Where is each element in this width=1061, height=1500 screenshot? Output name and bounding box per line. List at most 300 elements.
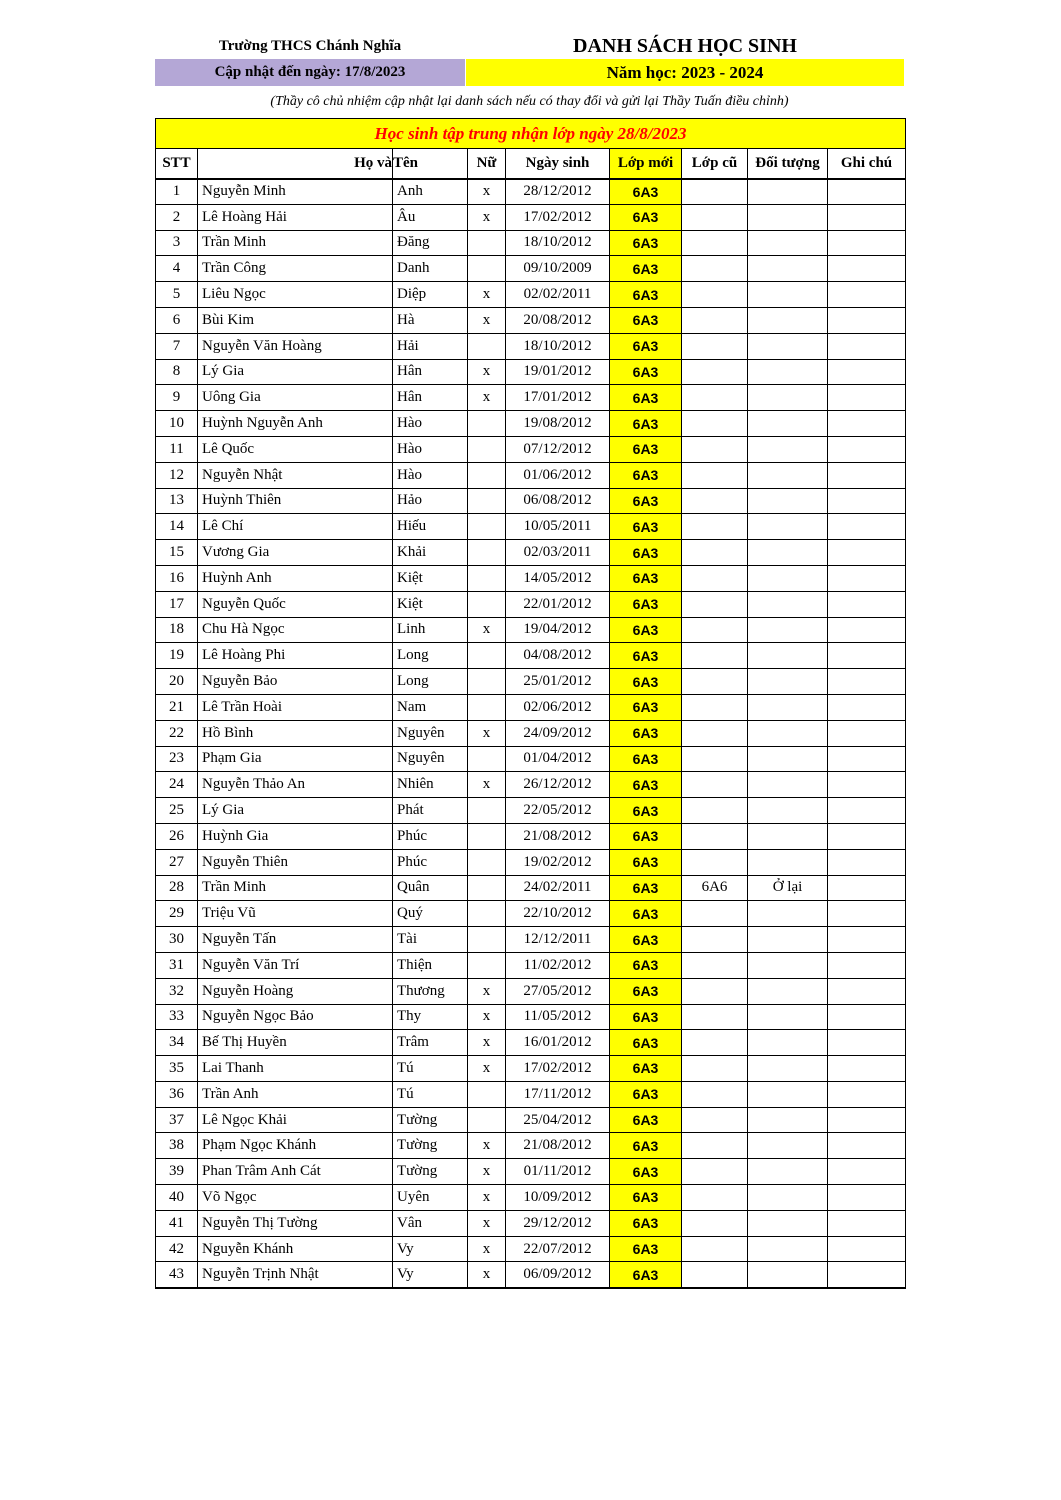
notes-cell (828, 591, 906, 617)
dob-cell: 18/10/2012 (506, 333, 610, 359)
first-name-cell: Kiệt (393, 565, 468, 591)
dob-cell: 17/11/2012 (506, 1081, 610, 1107)
old-class-cell (682, 669, 748, 695)
category-cell (748, 179, 828, 205)
old-class-cell (682, 952, 748, 978)
first-name-cell: Phát (393, 798, 468, 824)
dob-cell: 10/09/2012 (506, 1185, 610, 1211)
first-name-cell: Tường (393, 1159, 468, 1185)
dob-cell: 18/10/2012 (506, 230, 610, 256)
dob-cell: 12/12/2011 (506, 927, 610, 953)
category-cell (748, 952, 828, 978)
new-class-cell: 6A3 (610, 591, 682, 617)
new-class-cell: 6A3 (610, 823, 682, 849)
dob-cell: 02/06/2012 (506, 694, 610, 720)
stt-cell: 22 (156, 720, 198, 746)
notes-cell (828, 488, 906, 514)
table-row (156, 179, 906, 205)
stt-cell: 19 (156, 643, 198, 669)
notes-cell (828, 875, 906, 901)
notes-cell (828, 385, 906, 411)
new-class-cell: 6A3 (610, 488, 682, 514)
new-class-cell: 6A3 (610, 385, 682, 411)
category-cell (748, 1056, 828, 1082)
table-row (156, 230, 906, 256)
last-name-cell: Chu Hà Ngọc (198, 617, 393, 643)
stt-cell: 11 (156, 436, 198, 462)
female-cell: x (468, 1236, 506, 1262)
last-name-cell: Uông Gia (198, 385, 393, 411)
dob-cell: 27/05/2012 (506, 978, 610, 1004)
banner-row (156, 119, 906, 149)
new-class-cell: 6A3 (610, 411, 682, 437)
stt-cell: 41 (156, 1210, 198, 1236)
col-new-class: Lớp mới (610, 149, 682, 179)
female-cell: x (468, 1185, 506, 1211)
female-cell: x (468, 204, 506, 230)
new-class-cell: 6A3 (610, 1236, 682, 1262)
table-row (156, 875, 906, 901)
table-row (156, 1262, 906, 1288)
first-name-cell: Tường (393, 1107, 468, 1133)
dob-cell: 11/05/2012 (506, 1004, 610, 1030)
new-class-cell: 6A3 (610, 978, 682, 1004)
category-cell (748, 901, 828, 927)
dob-cell: 21/08/2012 (506, 823, 610, 849)
first-name-cell: Đăng (393, 230, 468, 256)
first-name-cell: Tú (393, 1056, 468, 1082)
table-row (156, 1081, 906, 1107)
assembly-banner: Học sinh tập trung nhận lớp ngày 28/8/2023 (156, 119, 906, 149)
first-name-cell: Khải (393, 540, 468, 566)
female-cell (468, 230, 506, 256)
stt-cell: 13 (156, 488, 198, 514)
new-class-cell: 6A3 (610, 1081, 682, 1107)
category-cell (748, 694, 828, 720)
last-name-cell: Lê Quốc (198, 436, 393, 462)
female-cell: x (468, 1262, 506, 1288)
table-row (156, 952, 906, 978)
old-class-cell (682, 978, 748, 1004)
last-name-cell: Lê Chí (198, 514, 393, 540)
notes-cell (828, 565, 906, 591)
dob-cell: 09/10/2009 (506, 256, 610, 282)
table-row (156, 333, 906, 359)
table-row (156, 1236, 906, 1262)
new-class-cell: 6A3 (610, 927, 682, 953)
new-class-cell: 6A3 (610, 179, 682, 205)
first-name-cell: Hảo (393, 488, 468, 514)
old-class-cell (682, 411, 748, 437)
table-row (156, 282, 906, 308)
new-class-cell: 6A3 (610, 849, 682, 875)
first-name-cell: Hân (393, 385, 468, 411)
old-class-cell (682, 1056, 748, 1082)
dob-cell: 06/08/2012 (506, 488, 610, 514)
last-name-cell: Bùi Kim (198, 307, 393, 333)
female-cell: x (468, 978, 506, 1004)
first-name-cell: Quân (393, 875, 468, 901)
notes-cell (828, 1210, 906, 1236)
table-row (156, 565, 906, 591)
dob-cell: 22/01/2012 (506, 591, 610, 617)
stt-cell: 14 (156, 514, 198, 540)
old-class-cell (682, 617, 748, 643)
stt-cell: 16 (156, 565, 198, 591)
table-row (156, 978, 906, 1004)
category-cell (748, 565, 828, 591)
old-class-cell (682, 1004, 748, 1030)
last-name-cell: Lý Gia (198, 798, 393, 824)
new-class-cell: 6A3 (610, 1210, 682, 1236)
female-cell (468, 643, 506, 669)
old-class-cell (682, 204, 748, 230)
old-class-cell (682, 565, 748, 591)
notes-cell (828, 669, 906, 695)
last-name-cell: Nguyễn Thảo An (198, 772, 393, 798)
dob-cell: 06/09/2012 (506, 1262, 610, 1288)
category-cell (748, 307, 828, 333)
category-cell (748, 849, 828, 875)
first-name-cell: Long (393, 669, 468, 695)
new-class-cell: 6A3 (610, 901, 682, 927)
stt-cell: 9 (156, 385, 198, 411)
female-cell: x (468, 1030, 506, 1056)
notes-cell (828, 514, 906, 540)
dob-cell: 16/01/2012 (506, 1030, 610, 1056)
dob-cell: 01/04/2012 (506, 746, 610, 772)
category-cell (748, 643, 828, 669)
notes-cell (828, 746, 906, 772)
stt-cell: 5 (156, 282, 198, 308)
stt-cell: 25 (156, 798, 198, 824)
stt-cell: 30 (156, 927, 198, 953)
stt-cell: 35 (156, 1056, 198, 1082)
notes-cell (828, 1159, 906, 1185)
notes-cell (828, 256, 906, 282)
female-cell (468, 798, 506, 824)
female-cell: x (468, 179, 506, 205)
dob-cell: 10/05/2011 (506, 514, 610, 540)
female-cell (468, 462, 506, 488)
category-cell (748, 282, 828, 308)
new-class-cell: 6A3 (610, 617, 682, 643)
first-name-cell: Quý (393, 901, 468, 927)
stt-cell: 18 (156, 617, 198, 643)
table-row (156, 746, 906, 772)
female-cell: x (468, 1056, 506, 1082)
new-class-cell: 6A3 (610, 256, 682, 282)
table-row (156, 617, 906, 643)
notes-cell (828, 411, 906, 437)
female-cell: x (468, 1133, 506, 1159)
stt-cell: 33 (156, 1004, 198, 1030)
notes-cell (828, 1133, 906, 1159)
female-cell: x (468, 720, 506, 746)
notes-cell (828, 1107, 906, 1133)
first-name-cell: Hào (393, 436, 468, 462)
old-class-cell (682, 1236, 748, 1262)
dob-cell: 28/12/2012 (506, 179, 610, 205)
dob-cell: 01/11/2012 (506, 1159, 610, 1185)
notes-cell (828, 462, 906, 488)
dob-cell: 22/05/2012 (506, 798, 610, 824)
dob-cell: 24/02/2011 (506, 875, 610, 901)
category-cell (748, 359, 828, 385)
first-name-cell: Hiếu (393, 514, 468, 540)
old-class-cell (682, 282, 748, 308)
notes-cell (828, 333, 906, 359)
last-name-cell: Bế Thị Huyền (198, 1030, 393, 1056)
dob-cell: 01/06/2012 (506, 462, 610, 488)
first-name-cell: Nguyên (393, 720, 468, 746)
notes-cell (828, 772, 906, 798)
first-name-cell: Diệp (393, 282, 468, 308)
table-row (156, 411, 906, 437)
old-class-cell (682, 1210, 748, 1236)
stt-cell: 20 (156, 669, 198, 695)
student-table (155, 118, 906, 1289)
female-cell (468, 952, 506, 978)
new-class-cell: 6A3 (610, 1133, 682, 1159)
last-name-cell: Huỳnh Nguyễn Anh (198, 411, 393, 437)
stt-cell: 28 (156, 875, 198, 901)
new-class-cell: 6A3 (610, 798, 682, 824)
old-class-cell (682, 436, 748, 462)
notes-cell (828, 798, 906, 824)
stt-cell: 38 (156, 1133, 198, 1159)
female-cell (468, 1081, 506, 1107)
dob-cell: 04/08/2012 (506, 643, 610, 669)
stt-cell: 10 (156, 411, 198, 437)
category-cell (748, 798, 828, 824)
table-row (156, 1133, 906, 1159)
new-class-cell: 6A3 (610, 514, 682, 540)
new-class-cell: 6A3 (610, 307, 682, 333)
old-class-cell (682, 720, 748, 746)
document-title: DANH SÁCH HỌC SINH (573, 34, 797, 57)
stt-cell: 4 (156, 256, 198, 282)
old-class-cell (682, 540, 748, 566)
category-cell (748, 1210, 828, 1236)
last-name-cell: Huỳnh Anh (198, 565, 393, 591)
new-class-cell: 6A3 (610, 643, 682, 669)
category-cell (748, 1159, 828, 1185)
table-row (156, 462, 906, 488)
last-name-cell: Võ Ngọc (198, 1185, 393, 1211)
new-class-cell: 6A3 (610, 204, 682, 230)
new-class-cell: 6A3 (610, 436, 682, 462)
notes-cell (828, 540, 906, 566)
col-notes: Ghi chú (828, 149, 906, 179)
old-class-cell (682, 772, 748, 798)
category-cell (748, 1133, 828, 1159)
table-row (156, 256, 906, 282)
new-class-cell: 6A3 (610, 1159, 682, 1185)
first-name-cell: Nhiên (393, 772, 468, 798)
stt-cell: 23 (156, 746, 198, 772)
old-class-cell (682, 1185, 748, 1211)
first-name-cell: Thương (393, 978, 468, 1004)
dob-cell: 19/08/2012 (506, 411, 610, 437)
female-cell (468, 1107, 506, 1133)
stt-cell: 27 (156, 849, 198, 875)
old-class-cell (682, 1107, 748, 1133)
stt-cell: 39 (156, 1159, 198, 1185)
first-name-cell: Hải (393, 333, 468, 359)
new-class-cell: 6A3 (610, 875, 682, 901)
last-name-cell: Hồ Bình (198, 720, 393, 746)
first-name-cell: Hào (393, 462, 468, 488)
new-class-cell: 6A3 (610, 1185, 682, 1211)
old-class-cell (682, 385, 748, 411)
table-row (156, 823, 906, 849)
table-row (156, 669, 906, 695)
last-name-cell: Nguyễn Thị Tường (198, 1210, 393, 1236)
dob-cell: 25/01/2012 (506, 669, 610, 695)
notes-cell (828, 1004, 906, 1030)
category-cell (748, 746, 828, 772)
table-row (156, 849, 906, 875)
first-name-cell: Âu (393, 204, 468, 230)
female-cell: x (468, 359, 506, 385)
category-cell (748, 772, 828, 798)
notes-cell (828, 1236, 906, 1262)
old-class-cell (682, 333, 748, 359)
stt-cell: 24 (156, 772, 198, 798)
last-name-cell: Nguyễn Hoàng (198, 978, 393, 1004)
female-cell: x (468, 772, 506, 798)
stt-cell: 43 (156, 1262, 198, 1288)
table-row (156, 1004, 906, 1030)
table-row (156, 488, 906, 514)
category-cell (748, 462, 828, 488)
first-name-cell: Long (393, 643, 468, 669)
old-class-cell (682, 643, 748, 669)
category-cell (748, 1236, 828, 1262)
last-name-cell: Triệu Vũ (198, 901, 393, 927)
table-row (156, 643, 906, 669)
new-class-cell: 6A3 (610, 565, 682, 591)
stt-cell: 31 (156, 952, 198, 978)
table-row (156, 772, 906, 798)
category-cell (748, 1185, 828, 1211)
new-class-cell: 6A3 (610, 952, 682, 978)
last-name-cell: Nguyễn Văn Hoàng (198, 333, 393, 359)
dob-cell: 26/12/2012 (506, 772, 610, 798)
dob-cell: 11/02/2012 (506, 952, 610, 978)
new-class-cell: 6A3 (610, 1107, 682, 1133)
category-cell (748, 488, 828, 514)
category-cell (748, 230, 828, 256)
female-cell (468, 436, 506, 462)
table-row (156, 1210, 906, 1236)
last-name-cell: Phạm Gia (198, 746, 393, 772)
female-cell (468, 901, 506, 927)
female-cell (468, 823, 506, 849)
stt-cell: 8 (156, 359, 198, 385)
first-name-cell: Thiện (393, 952, 468, 978)
notes-cell (828, 978, 906, 1004)
old-class-cell (682, 798, 748, 824)
stt-cell: 32 (156, 978, 198, 1004)
last-name-cell: Nguyễn Trịnh Nhật (198, 1262, 393, 1288)
new-class-cell: 6A3 (610, 669, 682, 695)
notes-cell (828, 952, 906, 978)
first-name-cell: Uyên (393, 1185, 468, 1211)
table-row (156, 901, 906, 927)
new-class-cell: 6A3 (610, 333, 682, 359)
stt-cell: 37 (156, 1107, 198, 1133)
female-cell (468, 591, 506, 617)
table-row (156, 720, 906, 746)
table-row (156, 1159, 906, 1185)
first-name-cell: Vy (393, 1262, 468, 1288)
first-name-cell: Linh (393, 617, 468, 643)
first-name-cell: Vân (393, 1210, 468, 1236)
new-class-cell: 6A3 (610, 694, 682, 720)
old-class-cell (682, 591, 748, 617)
old-class-cell (682, 179, 748, 205)
col-old-class: Lớp cũ (682, 149, 748, 179)
last-name-cell: Nguyễn Thiên (198, 849, 393, 875)
category-cell (748, 1030, 828, 1056)
last-name-cell: Nguyễn Quốc (198, 591, 393, 617)
last-name-cell: Lê Hoàng Hải (198, 204, 393, 230)
first-name-cell: Tài (393, 927, 468, 953)
instruction-note: (Thầy cô chủ nhiệm cập nhật lại danh sách nếu có thay đổi và gửi lại Thầy Tuấn điều chỉnh) (270, 94, 789, 109)
old-class-cell (682, 230, 748, 256)
category-cell (748, 1004, 828, 1030)
updated-date: Cập nhật đến ngày: 17/8/2023 (155, 59, 465, 86)
old-class-cell (682, 849, 748, 875)
stt-cell: 40 (156, 1185, 198, 1211)
notes-cell (828, 849, 906, 875)
first-name-cell: Thy (393, 1004, 468, 1030)
table-row (156, 540, 906, 566)
old-class-cell (682, 901, 748, 927)
first-name-cell: Hân (393, 359, 468, 385)
dob-cell: 07/12/2012 (506, 436, 610, 462)
notes-cell (828, 179, 906, 205)
notes-cell (828, 436, 906, 462)
female-cell: x (468, 1004, 506, 1030)
first-name-cell: Phúc (393, 849, 468, 875)
first-name-cell: Tú (393, 1081, 468, 1107)
old-class-cell (682, 1262, 748, 1288)
stt-cell: 36 (156, 1081, 198, 1107)
stt-cell: 12 (156, 462, 198, 488)
table-row (156, 385, 906, 411)
dob-cell: 14/05/2012 (506, 565, 610, 591)
first-name-cell: Kiệt (393, 591, 468, 617)
female-cell: x (468, 617, 506, 643)
notes-cell (828, 307, 906, 333)
new-class-cell: 6A3 (610, 720, 682, 746)
table-row (156, 359, 906, 385)
new-class-cell: 6A3 (610, 230, 682, 256)
dob-cell: 25/04/2012 (506, 1107, 610, 1133)
notes-cell (828, 901, 906, 927)
table-row (156, 514, 906, 540)
table-row (156, 927, 906, 953)
table-row (156, 591, 906, 617)
dob-cell: 20/08/2012 (506, 307, 610, 333)
table-row (156, 1107, 906, 1133)
female-cell (468, 565, 506, 591)
notes-cell (828, 359, 906, 385)
new-class-cell: 6A3 (610, 772, 682, 798)
